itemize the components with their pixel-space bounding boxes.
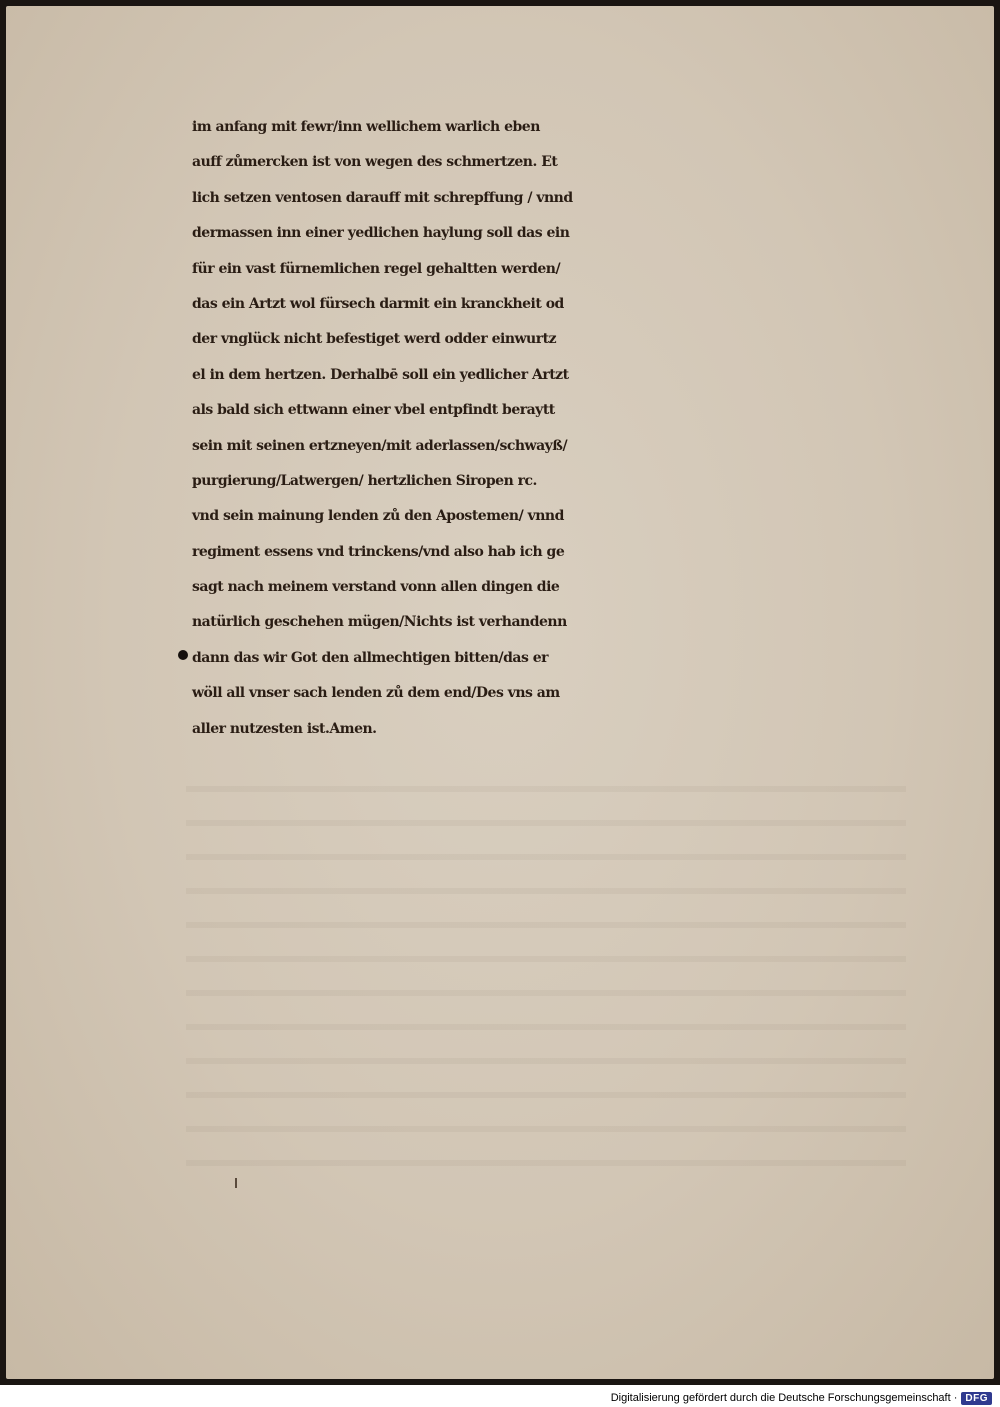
text-line: dann das wir Got den allmechtigen bitten/das er [192, 649, 549, 666]
page-text-block [192, 110, 912, 747]
bleed-through-shadow [186, 786, 906, 1166]
text-line: aller nutzesten ist.Amen. [192, 720, 377, 737]
text-line: auff zůmercken ist von wegen des schmertzen. Et [192, 154, 558, 171]
text-line: das ein Artzt wol fürsech darmit ein kranckheit od [192, 295, 564, 312]
digitization-footer [611, 1390, 992, 1406]
text-line: der vnglück nicht befestiget werd odder einwurtz [192, 331, 557, 348]
text-line: dermassen inn einer yedlichen haylung soll das ein [192, 225, 570, 242]
text-line: lich setzen ventosen darauff mit schrepffung / vnnd [192, 189, 573, 206]
ink-speck [178, 650, 188, 660]
book-page [6, 6, 994, 1379]
ink-mark [235, 1178, 237, 1188]
text-line: als bald sich ettwann einer vbel entpfindt beraytt [192, 402, 555, 419]
text-line: purgierung/Latwergen/ hertzlichen Siropen rc. [192, 472, 537, 489]
footer-credit-text: Digitalisierung gefördert durch die Deutsche Forschungsgemeinschaft · [610, 1392, 958, 1404]
text-line: el in dem hertzen. Derhalbē soll ein yedlicher Artzt [192, 366, 569, 383]
text-line: sagt nach meinem verstand vonn allen dingen die [192, 579, 560, 596]
dfg-logo-icon: DFG [961, 1392, 992, 1405]
text-line: regiment essens vnd trinckens/vnd also hab ich ge [192, 543, 565, 560]
text-line: vnd sein mainung lenden zů den Apostemen/ vnnd [192, 508, 564, 525]
text-line: im anfang mit fewr/inn wellichem warlich eben [192, 119, 540, 135]
text-line: für ein vast fürnemlichen regel gehaltten werden/ [192, 260, 561, 277]
text-line: sein mit seinen ertzneyen/mit aderlassen/schwayß/ [192, 437, 568, 454]
text-line: wöll all vnser sach lenden zů dem end/Des vns am [192, 685, 560, 702]
text-line: natürlich geschehen mügen/Nichts ist verhandenn [192, 614, 567, 631]
